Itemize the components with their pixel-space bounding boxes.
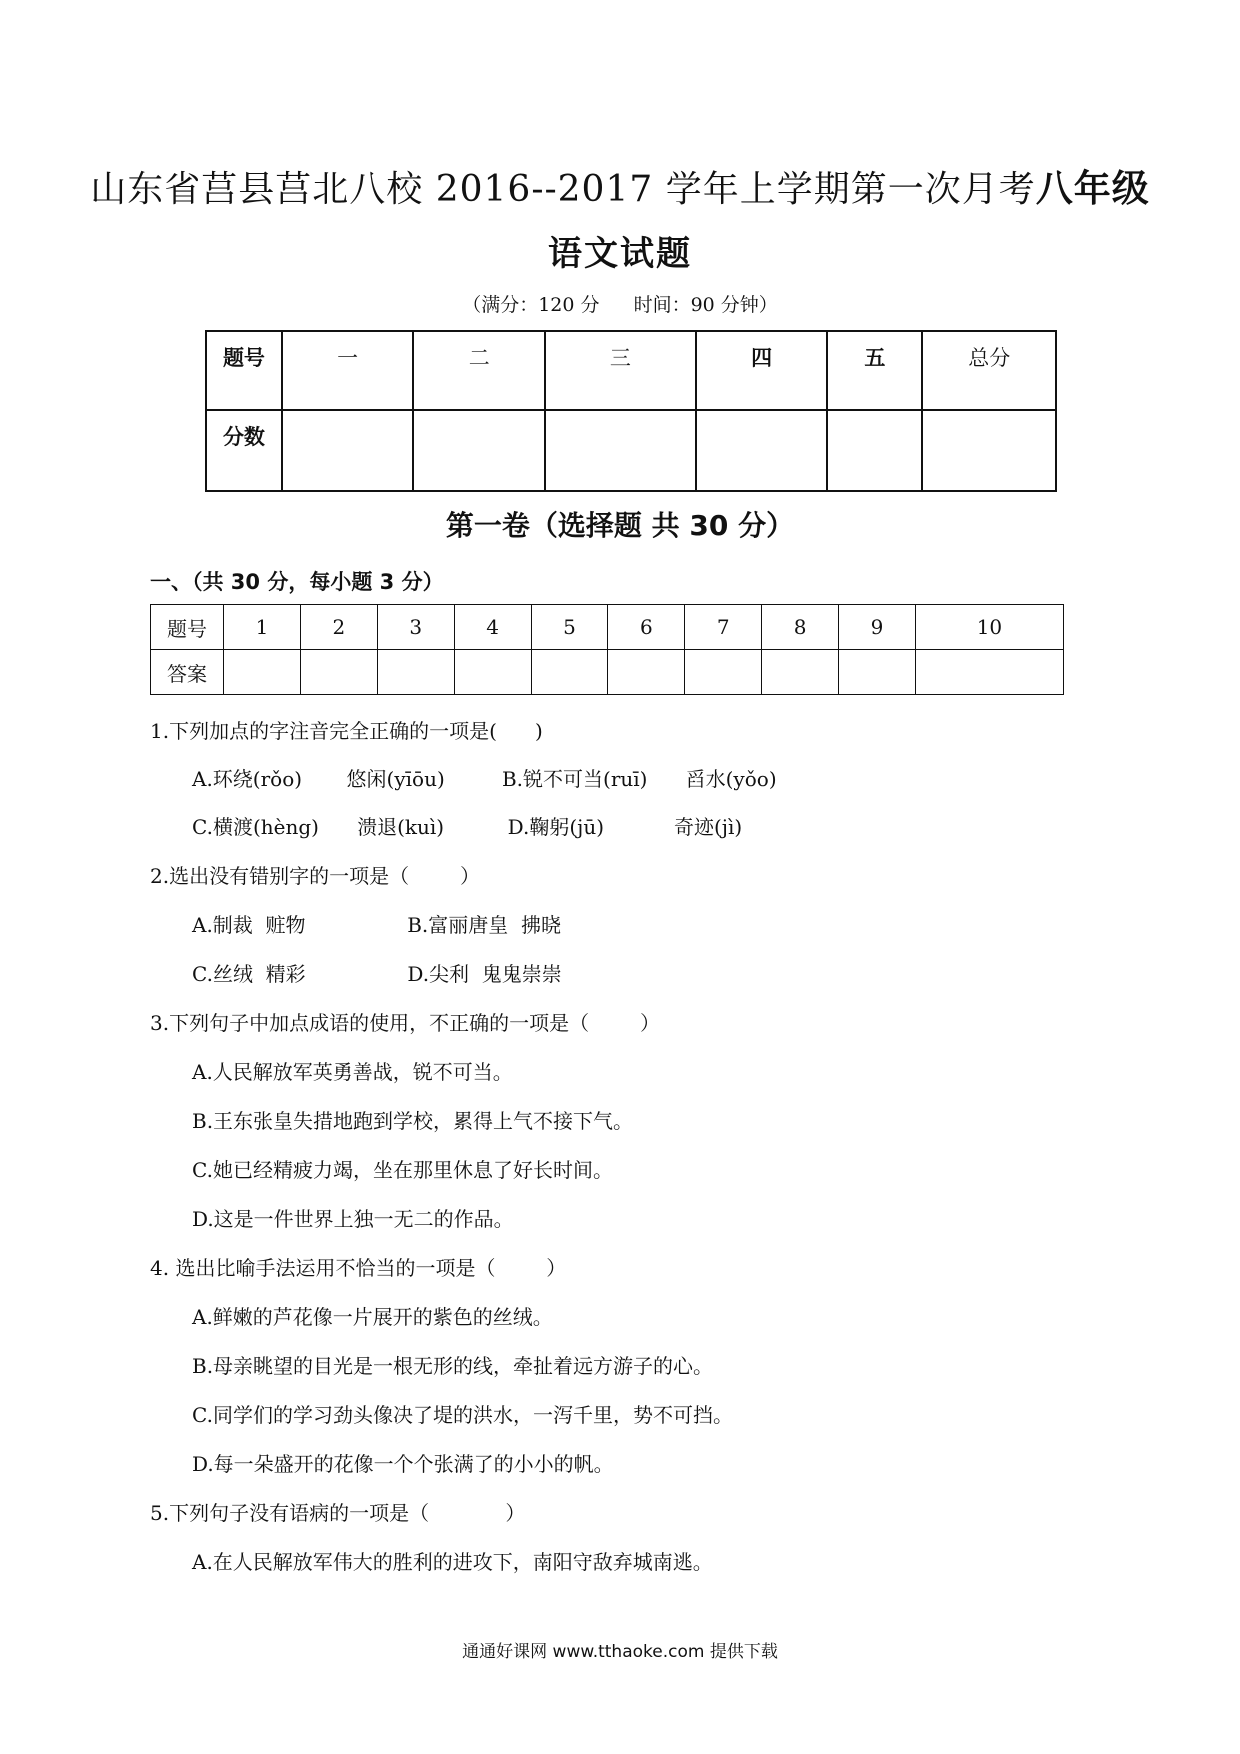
answer-number-cell: 10 <box>915 605 1063 650</box>
question-3-option: B.王东张皇失措地跑到学校，累得上气不接下气。 <box>192 1109 634 1133</box>
exam-title-grade: 八年级 <box>1035 167 1150 210</box>
score-cell[interactable] <box>696 410 828 491</box>
volume-title: 第一卷（选择题 共 30 分） <box>445 509 795 542</box>
question-3-option: D.这是一件世界上独一无二的作品。 <box>192 1207 514 1231</box>
score-table-header-row <box>206 331 1056 410</box>
question-1-options-line: A.环绕(rǒo) 悠闲(yīōu) B.锐不可当(ruī) 舀水(yǒo) <box>192 767 777 791</box>
answer-number-cell: 9 <box>839 605 916 650</box>
exam-title-main: 山东省莒县莒北八校 2016--2017 学年上学期第一次月考 <box>90 169 1036 210</box>
score-header-cell: 三 <box>545 331 696 410</box>
answer-cell[interactable] <box>454 650 531 695</box>
question-3-option: A.人民解放军英勇善战，锐不可当。 <box>192 1060 513 1084</box>
question-4-option: A.鲜嫩的芦花像一片展开的紫色的丝绒。 <box>192 1305 553 1329</box>
answer-number-cell: 6 <box>608 605 685 650</box>
score-cell[interactable] <box>545 410 696 491</box>
question-3-stem: 3.下列句子中加点成语的使用，不正确的一项是（ ） <box>150 1011 660 1035</box>
exam-title-line1 <box>0 158 1240 212</box>
score-header-cell: 题号 <box>206 331 282 410</box>
score-cell[interactable] <box>922 410 1056 491</box>
score-table <box>205 330 1057 492</box>
question-2-stem: 2.选出没有错别字的一项是（ ） <box>150 864 480 888</box>
answer-number-cell: 4 <box>454 605 531 650</box>
answer-table-answer-row <box>151 650 1064 695</box>
answer-label: 答案 <box>151 650 224 695</box>
answer-cell[interactable] <box>377 650 454 695</box>
question-4-option: D.每一朵盛开的花像一个个张满了的小小的帆。 <box>192 1452 614 1476</box>
answer-cell[interactable] <box>915 650 1063 695</box>
answer-cell[interactable] <box>839 650 916 695</box>
exam-title-line2: 语文试题 <box>548 234 692 274</box>
answer-number-cell: 5 <box>531 605 608 650</box>
answer-number-cell: 7 <box>685 605 762 650</box>
answer-cell[interactable] <box>608 650 685 695</box>
question-1-stem: 1.下列加点的字注音完全正确的一项是( ) <box>150 719 543 743</box>
answer-number-label: 题号 <box>151 605 224 650</box>
question-4-option: C.同学们的学习劲头像决了堤的洪水，一泻千里，势不可挡。 <box>192 1403 733 1427</box>
answer-table-number-row <box>151 605 1064 650</box>
answer-number-cell: 1 <box>224 605 301 650</box>
answer-number-cell: 3 <box>377 605 454 650</box>
score-cell[interactable] <box>827 410 922 491</box>
score-header-cell: 二 <box>413 331 545 410</box>
answer-cell[interactable] <box>531 650 608 695</box>
exam-time: 时间：90 分钟） <box>633 294 778 316</box>
answer-table <box>150 604 1064 695</box>
score-cell[interactable] <box>282 410 414 491</box>
answer-cell[interactable] <box>300 650 377 695</box>
exam-meta <box>0 290 1240 317</box>
score-row-label: 分数 <box>206 410 282 491</box>
score-header-cell: 五 <box>827 331 922 410</box>
question-5-option: A.在人民解放军伟大的胜利的进攻下，南阳守敌弃城南逃。 <box>192 1550 713 1574</box>
question-3-option: C.她已经精疲力竭，坐在那里休息了好长时间。 <box>192 1158 613 1182</box>
question-5-stem: 5.下列句子没有语病的一项是（ ） <box>150 1501 526 1525</box>
score-header-cell: 一 <box>282 331 414 410</box>
score-header-cell: 四 <box>696 331 828 410</box>
section-title: 一、（共 30 分，每小题 3 分） <box>150 570 444 594</box>
question-2-options-line: A.制裁 赃物 B.富丽唐皇 拂晓 <box>192 913 562 937</box>
answer-number-cell: 8 <box>762 605 839 650</box>
answer-number-cell: 2 <box>300 605 377 650</box>
score-cell[interactable] <box>413 410 545 491</box>
answer-cell[interactable] <box>224 650 301 695</box>
question-4-stem: 4. 选出比喻手法运用不恰当的一项是（ ） <box>150 1256 567 1280</box>
answer-cell[interactable] <box>685 650 762 695</box>
score-table-score-row <box>206 410 1056 491</box>
answer-cell[interactable] <box>762 650 839 695</box>
page-footer: 通通好课网 www.tthaoke.com 提供下载 <box>462 1642 778 1662</box>
full-score: （满分：120 分 <box>462 294 600 316</box>
question-4-option: B.母亲眺望的目光是一根无形的线，牵扯着远方游子的心。 <box>192 1354 714 1378</box>
question-2-options-line: C.丝绒 精彩 D.尖利 鬼鬼崇崇 <box>192 962 562 986</box>
score-header-cell: 总分 <box>922 331 1056 410</box>
question-1-options-line: C.横渡(hèng) 溃退(kuì) D.鞠躬(jū) 奇迹(jì) <box>192 815 743 839</box>
